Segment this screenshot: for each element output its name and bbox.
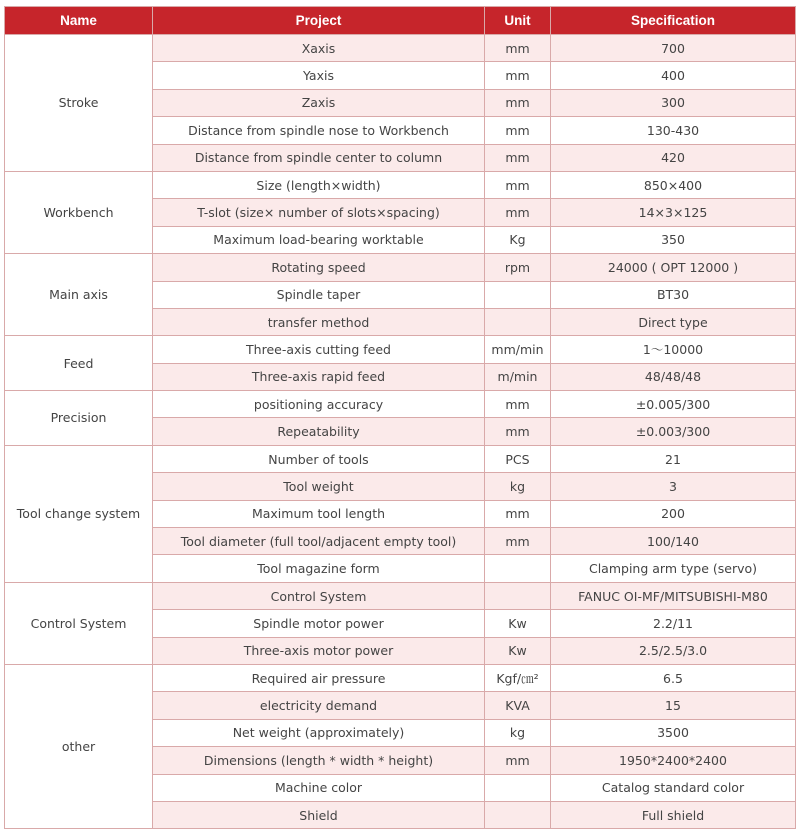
project-cell: Control System <box>153 582 485 609</box>
specification-cell: 48/48/48 <box>551 363 796 390</box>
unit-cell: mm <box>485 144 551 171</box>
unit-cell <box>485 582 551 609</box>
specification-cell: 700 <box>551 35 796 62</box>
unit-cell: Kgf/㎝² <box>485 664 551 691</box>
project-cell: electricity demand <box>153 692 485 719</box>
group-name-cell: Workbench <box>5 171 153 253</box>
unit-cell: mm <box>485 89 551 116</box>
specification-cell: 2.2/11 <box>551 610 796 637</box>
specification-cell: Catalog standard color <box>551 774 796 801</box>
specification-cell: 21 <box>551 445 796 472</box>
project-cell: Number of tools <box>153 445 485 472</box>
unit-cell: m/min <box>485 363 551 390</box>
project-cell: Repeatability <box>153 418 485 445</box>
specification-cell: 2.5/2.5/3.0 <box>551 637 796 664</box>
unit-cell: mm <box>485 528 551 555</box>
unit-cell: rpm <box>485 254 551 281</box>
project-cell: Three-axis cutting feed <box>153 336 485 363</box>
project-cell: positioning accuracy <box>153 391 485 418</box>
specification-cell: 1～10000 <box>551 336 796 363</box>
project-cell: transfer method <box>153 308 485 335</box>
group-name-cell: Feed <box>5 336 153 391</box>
unit-cell <box>485 774 551 801</box>
unit-cell: Kw <box>485 610 551 637</box>
unit-cell: Kw <box>485 637 551 664</box>
specification-cell: 850×400 <box>551 171 796 198</box>
project-cell: Maximum load-bearing worktable <box>153 226 485 253</box>
table-row <box>5 254 796 281</box>
unit-cell: mm/min <box>485 336 551 363</box>
specification-cell: Full shield <box>551 801 796 828</box>
project-cell: Size (length×width) <box>153 171 485 198</box>
project-cell: Three-axis motor power <box>153 637 485 664</box>
specification-cell: 420 <box>551 144 796 171</box>
unit-cell: KVA <box>485 692 551 719</box>
group-name-cell: Stroke <box>5 35 153 172</box>
project-cell: Three-axis rapid feed <box>153 363 485 390</box>
unit-cell <box>485 555 551 582</box>
specification-cell: 14×3×125 <box>551 199 796 226</box>
table-body <box>5 35 796 829</box>
table-row <box>5 35 796 62</box>
table-row <box>5 664 796 691</box>
specification-cell: 300 <box>551 89 796 116</box>
table-row <box>5 445 796 472</box>
unit-cell: mm <box>485 117 551 144</box>
project-cell: T-slot (size× number of slots×spacing) <box>153 199 485 226</box>
group-name-cell: Control System <box>5 582 153 664</box>
specification-cell: Clamping arm type (servo) <box>551 555 796 582</box>
project-cell: Maximum tool length <box>153 500 485 527</box>
unit-cell: kg <box>485 719 551 746</box>
project-cell: Shield <box>153 801 485 828</box>
table-header-row <box>5 7 796 35</box>
unit-cell <box>485 281 551 308</box>
specification-cell: 1950*2400*2400 <box>551 747 796 774</box>
specification-cell: 350 <box>551 226 796 253</box>
unit-cell: Kg <box>485 226 551 253</box>
specification-table <box>4 6 796 829</box>
unit-cell: kg <box>485 473 551 500</box>
unit-cell: PCS <box>485 445 551 472</box>
project-cell: Spindle motor power <box>153 610 485 637</box>
table-row <box>5 582 796 609</box>
unit-cell: mm <box>485 62 551 89</box>
project-cell: Distance from spindle center to column <box>153 144 485 171</box>
specification-cell: 200 <box>551 500 796 527</box>
project-cell: Distance from spindle nose to Workbench <box>153 117 485 144</box>
project-cell: Required air pressure <box>153 664 485 691</box>
specification-cell: ±0.005/300 <box>551 391 796 418</box>
specification-cell: 3 <box>551 473 796 500</box>
project-cell: Net weight (approximately) <box>153 719 485 746</box>
unit-cell: mm <box>485 171 551 198</box>
specification-cell: 15 <box>551 692 796 719</box>
unit-cell: mm <box>485 418 551 445</box>
project-cell: Tool weight <box>153 473 485 500</box>
header-unit: Unit <box>485 7 551 35</box>
specification-cell: 3500 <box>551 719 796 746</box>
table-row <box>5 171 796 198</box>
specification-cell: 130-430 <box>551 117 796 144</box>
group-name-cell: Main axis <box>5 254 153 336</box>
project-cell: Tool magazine form <box>153 555 485 582</box>
specification-cell: 400 <box>551 62 796 89</box>
specification-cell: 6.5 <box>551 664 796 691</box>
table-row <box>5 336 796 363</box>
header-name: Name <box>5 7 153 35</box>
group-name-cell: Precision <box>5 391 153 446</box>
specification-cell: ±0.003/300 <box>551 418 796 445</box>
unit-cell: mm <box>485 500 551 527</box>
unit-cell <box>485 308 551 335</box>
unit-cell: mm <box>485 747 551 774</box>
unit-cell <box>485 801 551 828</box>
project-cell: Dimensions (length * width * height) <box>153 747 485 774</box>
specification-cell: FANUC OI-MF/MITSUBISHI-M80 <box>551 582 796 609</box>
project-cell: Rotating speed <box>153 254 485 281</box>
unit-cell: mm <box>485 391 551 418</box>
project-cell: Yaxis <box>153 62 485 89</box>
project-cell: Zaxis <box>153 89 485 116</box>
unit-cell: mm <box>485 35 551 62</box>
specification-cell: 100/140 <box>551 528 796 555</box>
specification-cell: BT30 <box>551 281 796 308</box>
specification-cell: Direct type <box>551 308 796 335</box>
group-name-cell: Tool change system <box>5 445 153 582</box>
project-cell: Machine color <box>153 774 485 801</box>
project-cell: Spindle taper <box>153 281 485 308</box>
header-specification: Specification <box>551 7 796 35</box>
header-project: Project <box>153 7 485 35</box>
specification-cell: 24000 ( OPT 12000 ) <box>551 254 796 281</box>
group-name-cell: other <box>5 664 153 828</box>
table-row <box>5 391 796 418</box>
project-cell: Xaxis <box>153 35 485 62</box>
unit-cell: mm <box>485 199 551 226</box>
project-cell: Tool diameter (full tool/adjacent empty tool) <box>153 528 485 555</box>
